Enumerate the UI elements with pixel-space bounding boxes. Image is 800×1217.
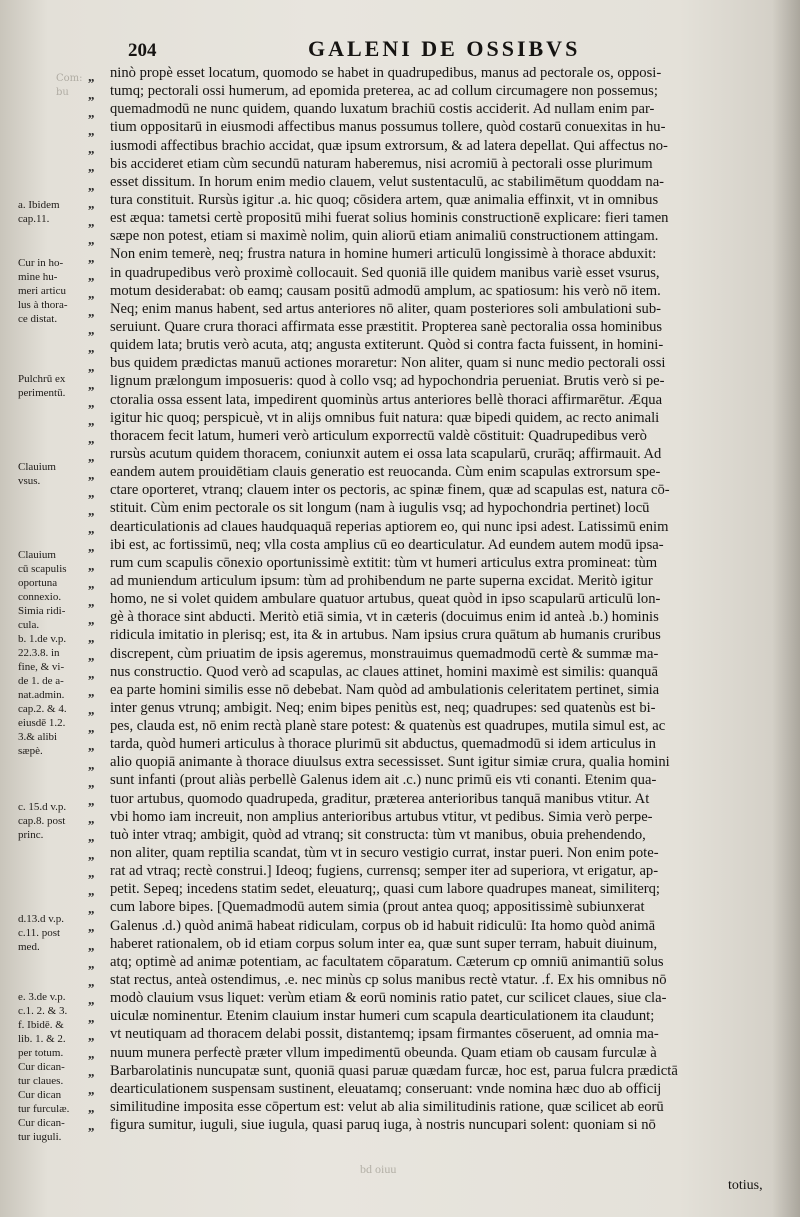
text-line: ibi est, ac fortissimū, neq; vlla costa amplius cū eo dearticulatur. Ad eundem autem modū ipsa-	[110, 536, 664, 553]
text-line: inter genus vtrunq; ambigit. Neq; enim bipes penitùs est, neq; quadrupes: sed quatenùs est bi-	[110, 699, 656, 716]
text-line: ridicula imitatio in plerisq; est, ita & in artubus. Nam ipsius crura quātum ab humanis cruribus	[110, 627, 661, 644]
text-line: eandem autem prouidētiam clauis generatio est reuocanda. Cùm enim scapulas extrorsum spe-	[110, 464, 661, 481]
catchword: totius,	[728, 1178, 763, 1193]
text-line: tarda, quòd humeri articulus à thorace plurimū sit abductus, quemadmodū si idem articulus in	[110, 736, 656, 753]
text-line: nuum munera perfectè præter vllum impedimentū obeunda. Quam etiam ob causam furculæ à	[110, 1044, 657, 1061]
text-line: tuor artubus, quomodo quadrupeda, graditur, præterea anterioribus tanquā manibus vtitur. At	[110, 790, 650, 807]
text-line: gè à thorace sint abducti. Meritò etiā simia, vt in cæteris (docuimus enim id anteà .b.) hominis	[110, 609, 659, 626]
text-line: atq; optimè ad animæ potentiam, ac facultatem cōparatum. Cæterum cp omniū animantiū solus	[110, 953, 664, 970]
text-line: thoracem fecit latum, humeri verò articulum exporrectū valdè cōstituit: Quadrupedibus verò	[110, 427, 647, 444]
text-line: dearticulationis ad claues haudquaquā reperias aptiorem eo, qui nunc ipsi adest. Latissimū enim	[110, 518, 669, 535]
text-line: modò clauium vsus liquet: verùm etiam & eorū nominis ratio patet, cur scilicet claues, siue cla-	[110, 990, 667, 1007]
page-header	[118, 36, 758, 64]
text-line: petit. Sepeq; incedens statim sedet, eleuaturq;, quasi cum labore quadrupes maneat, similiterq;	[110, 881, 660, 898]
margin-note: Pulchrū ex perimentū.	[18, 373, 66, 399]
text-line: ctoralia ossa essent lata, impedirent quominùs artus anteriores bellè thoraci affirmarētur. Æqua	[110, 391, 663, 408]
text-line: ea parte homini similis esse nō debebat. Nam quòd ad ambulationis celeritatem pertinet, simia	[110, 681, 660, 698]
quotation-marks-column: „ „ „ „ „ „ „ „ „ „ „ „ „ „ „ „ „ „ „ „ „ „ „ „ „ „ „ „ „ „ „ „ „ „ „ „ „ „ „ „ „ „ „ „ „ „ „ „ „ „ „ „ „ „ „ „ „ „ „	[88, 69, 95, 1134]
text-line: rum cum scapulis cōnexio oportunissimè extitit: tùm vt humeri articulus extra promineat: tùm	[110, 554, 658, 571]
left-margin	[0, 0, 95, 1217]
margin-note: a. Ibidem cap.11.	[18, 199, 60, 225]
text-line: tuò inter vtraq; ambigit, quòd ad vtranq; sit constructa: tùm vt manibus, obuia prehendendo,	[110, 826, 646, 843]
page-number: 204	[128, 40, 157, 61]
margin-note: Clauium cū scapulis oportuna connexio. Simia ridi- cula. b. 1.de v.p. 22.3.8. in fine, & vi- de 1. de a- nat.admin. cap.2. & 4. eiusdē 1.2. 3.& alibi sæpè.	[18, 549, 67, 757]
text-line: iusmodi affectibus brachio accidat, quæ ipsum extrorsum, & ad latera depellat. Qui affectus no-	[110, 137, 668, 154]
text-line: ctare oporteret, vtranq; clauem inter os pectoris, ac spinæ finem, quæ ad scapulas est, natura cō-	[110, 482, 670, 499]
margin-note: Clauium vsus.	[18, 461, 56, 487]
text-line: nus constructio. Quod verò ad scapulas, ac claues attinet, homini maximè est similis: quanquā	[110, 663, 658, 680]
text-line: lignum prælongum imposueris: quod à collo vsq; ad hypochondria perueniat. Brutis verò si pe-	[110, 373, 665, 390]
text-line: stituit. Cùm enim pectorale os sit longum (nam à iugulis vsq; ad hypochondria pertinet) locū	[110, 500, 650, 517]
text-line: quemadmodū ne nunc quidem, quando luxatum brachiū costis acciderit. Ad nullam enim par-	[110, 101, 655, 118]
text-line: quidem lata; brutis verò acuta, atq; angusta extiterunt. Quòd si contra facta fuissent, in homini-	[110, 337, 664, 354]
text-line: alio quopiā animante à thorace diuulsus extra secessisset. Sunt igitur simiæ crura, qualia homini	[110, 754, 670, 771]
text-line: ad muniendum articulum ipsum: tùm ad prohibendum ne parte superna excidat. Meritò igitur	[110, 572, 653, 589]
bleed-through-bottom: bd oiuu	[360, 1162, 397, 1176]
text-line: dearticulationem suspensam sustinent, eleuatamq; conseruant: vnde nomina hæc duo ab officij	[110, 1080, 662, 1097]
text-line: Neq; enim manus habent, sed artus anteriores nō aliter, quam posteriores soli ambulationi sub-	[110, 300, 662, 317]
margin-note: Cur in ho- mine hu- meri articu lus à thora- ce distat.	[18, 257, 68, 325]
text-line: similitudine imposita esse cōpertum est: velut ab alia similitudinis ratione, quæ scilicet ab eorū	[110, 1099, 664, 1116]
text-line: rursùs acutum quidem thoracem, coniunxit autem ei ossa lata scapularū, crurāq; affirmauit. Ad	[110, 445, 662, 462]
text-line: homo, ne si volet quidem ambulare quatuor artubus, queat quòd in ipso scapularū articulū lon-	[110, 591, 661, 608]
margin-note: d.13.d v.p. c.11. post med.	[18, 913, 65, 953]
text-line: pes, clauda est, nō enim rectà planè stare potest: & quatenùs est quadrupes, mutila simul est, ac	[110, 718, 666, 735]
text-line: igitur hic quoq; perspicuè, vt in alijs omnibus fuit natura: quæ bipedi quidem, ac recto animali	[110, 409, 660, 426]
text-line: est æqua: tametsi certè propositū mihi fuerat solius hominis constructionē explicare: fieri tamen	[110, 210, 669, 227]
text-line: vbi homo iam increuit, non amplius anterioribus artubus vtitur, vt pedibus. Simia verò perpe-	[110, 808, 653, 825]
page-gutter-shadow	[772, 0, 800, 1217]
text-line: sæpe non potest, etiam si maximè nolim, quin aliorū etiam animaliū constructionem attingam.	[110, 228, 659, 245]
running-title: GALENI DE OSSIBVS	[308, 36, 581, 61]
text-line: stat rectus, anteà ostendimus, .e. nec minùs cp solus manibus rectè vtatur. .f. Ex his omnibus nō	[110, 972, 667, 989]
text-line: non aliter, quam reptilia scandat, tùm vt in securo vestigio currat, instar pueri. Non enim pote-	[110, 845, 659, 862]
text-line: ninò propè esset locatum, quomodo se habet in quadrupedibus, manus ad pectorale os, opposi-	[110, 65, 662, 81]
text-line: vt neutiquam ad thoracem delabi possit, distantemq; ipsam firmantes cōseruent, ad omnia ma-	[110, 1026, 659, 1043]
margin-note: e. 3.de v.p. c.1. 2. & 3. f. Ibidē. & lib. 1. & 2. per totum. Cur dican- tur claues. Cur dican tur furculæ. Cur dican- tur iuguli.	[18, 991, 70, 1143]
margin-note: c. 15.d v.p. cap.8. post princ.	[18, 801, 67, 841]
text-line: tium oppositarū in eiusmodi affectibus manus possumus tollere, quòd costarū conuexitas in hu-	[110, 119, 666, 136]
text-line	[110, 1134, 762, 1152]
bleed-through-text: Com: bu	[56, 73, 83, 98]
text-line: uiculæ nominentur. Etenim clauium instar humeri cum scapula dearticulationem ita claudunt;	[110, 1008, 655, 1025]
text-line: tura constituit. Rursùs igitur .a. hic quoq; cōsidera artem, quæ animalia effinxit, vt in omnibus	[110, 191, 659, 208]
main-text	[110, 64, 762, 1171]
text-line: rat ad vtraq; rectè construi.] Ideoq; fugiens, currensq; semper iter ad superiora, vt erigatur, ap-	[110, 863, 659, 880]
text-line: cum labore bipes. [Quemadmodū autem simia (prout antea quoq; appositissimè subiunxerat	[110, 899, 645, 916]
text-line: sunt infanti (prout aliàs perbellè Galenus idem ait .c.) nunc primū eis vti conanti. Etenim qua-	[110, 772, 657, 789]
text-line: haberet rationalem, ob id etiam corpus solum inter ea, quæ sunt super terram, habuit diuinum,	[110, 935, 658, 952]
text-line: bis accideret etiam cùm secundū naturam haberemus, nisi acromiū à pectorali osse plurimum	[110, 155, 653, 172]
text-line: motum desiderabat: ob eamq; causam positū admodū amplum, ac spatiosum: his verò nō item.	[110, 282, 661, 299]
text-line: bus quidem prædictas manuū actiones moraretur: Non aliter, quam si nunc medio pectorali ossi	[110, 355, 666, 372]
text-line: Galenus .d.) quòd animā habeat ridiculam, corpus ob id habuit ridiculū: Ita homo quòd animā	[110, 917, 656, 934]
text-line: figura sumitur, iuguli, siue iugula, quasi paruq iuga, à nostris nuncupari solent: quoniam si nō	[110, 1117, 656, 1134]
text-line: discrepent, cùm priuatim de ipsis ageremus, monstrauimus quemadmodū certè & summæ ma-	[110, 645, 659, 662]
text-line: tumq; pectorali ossi humerum, ad epomida preterea, ac ad collum circumagere non possemus;	[110, 83, 658, 100]
text-line: seruiunt. Quare crura thoraci affirmata esse præstitit. Propterea sanè pectoralia ossa hominibus	[110, 318, 663, 335]
text-line: Non enim temerè, neq; frustra natura in homine humeri articulū longissimè à thorace abduxit:	[110, 246, 657, 263]
text-line: in quadrupedibus verò proximè collocauit. Sed quoniā ille quidem manibus variè esset vsurus,	[110, 264, 660, 281]
text-line	[110, 1152, 762, 1170]
text-line: esset dissitum. In horum enim medio clauem, velut sustentaculū, ac stabilimētum quoddam na-	[110, 173, 665, 190]
text-line: Barbarolatinis nuncupatæ sunt, quoniā quasi paruæ quædam furcæ, hoc est, parua fulcra prædictā	[110, 1062, 678, 1079]
